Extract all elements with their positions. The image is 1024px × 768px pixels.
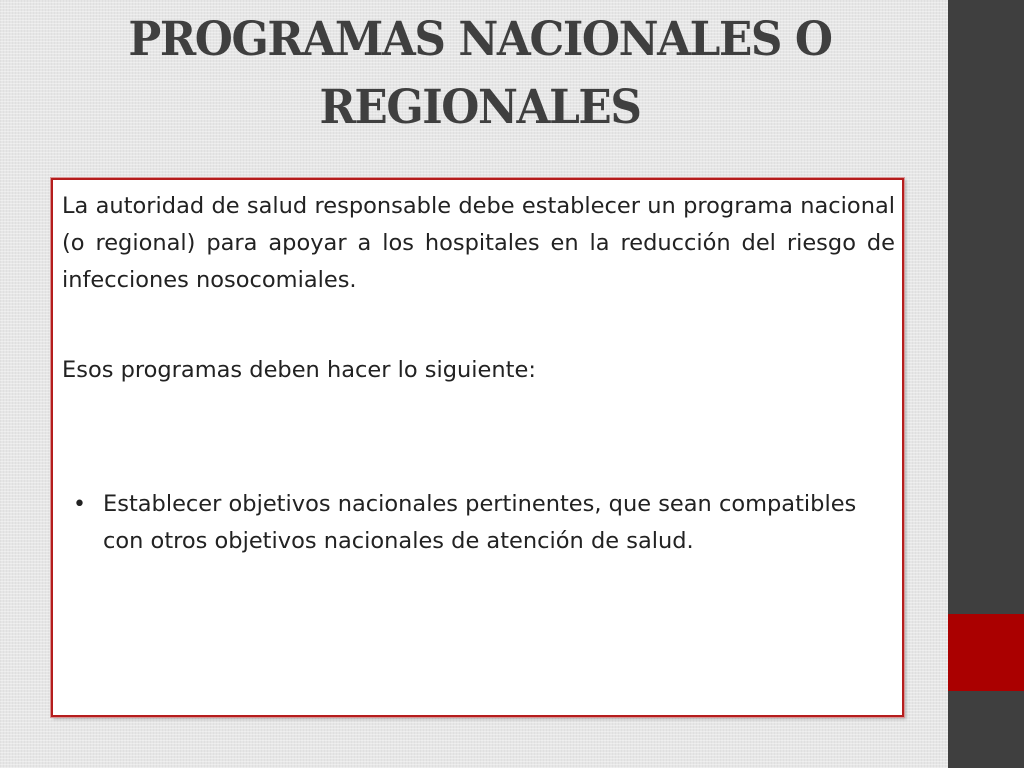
right-sidebar-bar <box>948 0 1024 768</box>
slide-title-line-2: REGIONALES <box>319 80 641 135</box>
lead-in-paragraph: Esos programas deben hacer lo siguiente: <box>62 357 536 383</box>
intro-paragraph: La autoridad de salud responsable debe establecer un programa nacional (o regional) para apoyar a los hospitales en la reducción del riesgo de infecciones nosocomiales. <box>62 193 895 293</box>
content-box <box>51 178 904 717</box>
sidebar-accent-block <box>948 614 1024 691</box>
slide-title-line-1: PROGRAMAS NACIONALES O <box>128 12 832 67</box>
bullet-icon: • <box>73 492 86 517</box>
slide-title <box>34 6 927 142</box>
bullet-text: Establecer objetivos nacionales pertinentes, que sean compatibles con otros objetivos nacionales de atención de salud. <box>103 491 857 554</box>
